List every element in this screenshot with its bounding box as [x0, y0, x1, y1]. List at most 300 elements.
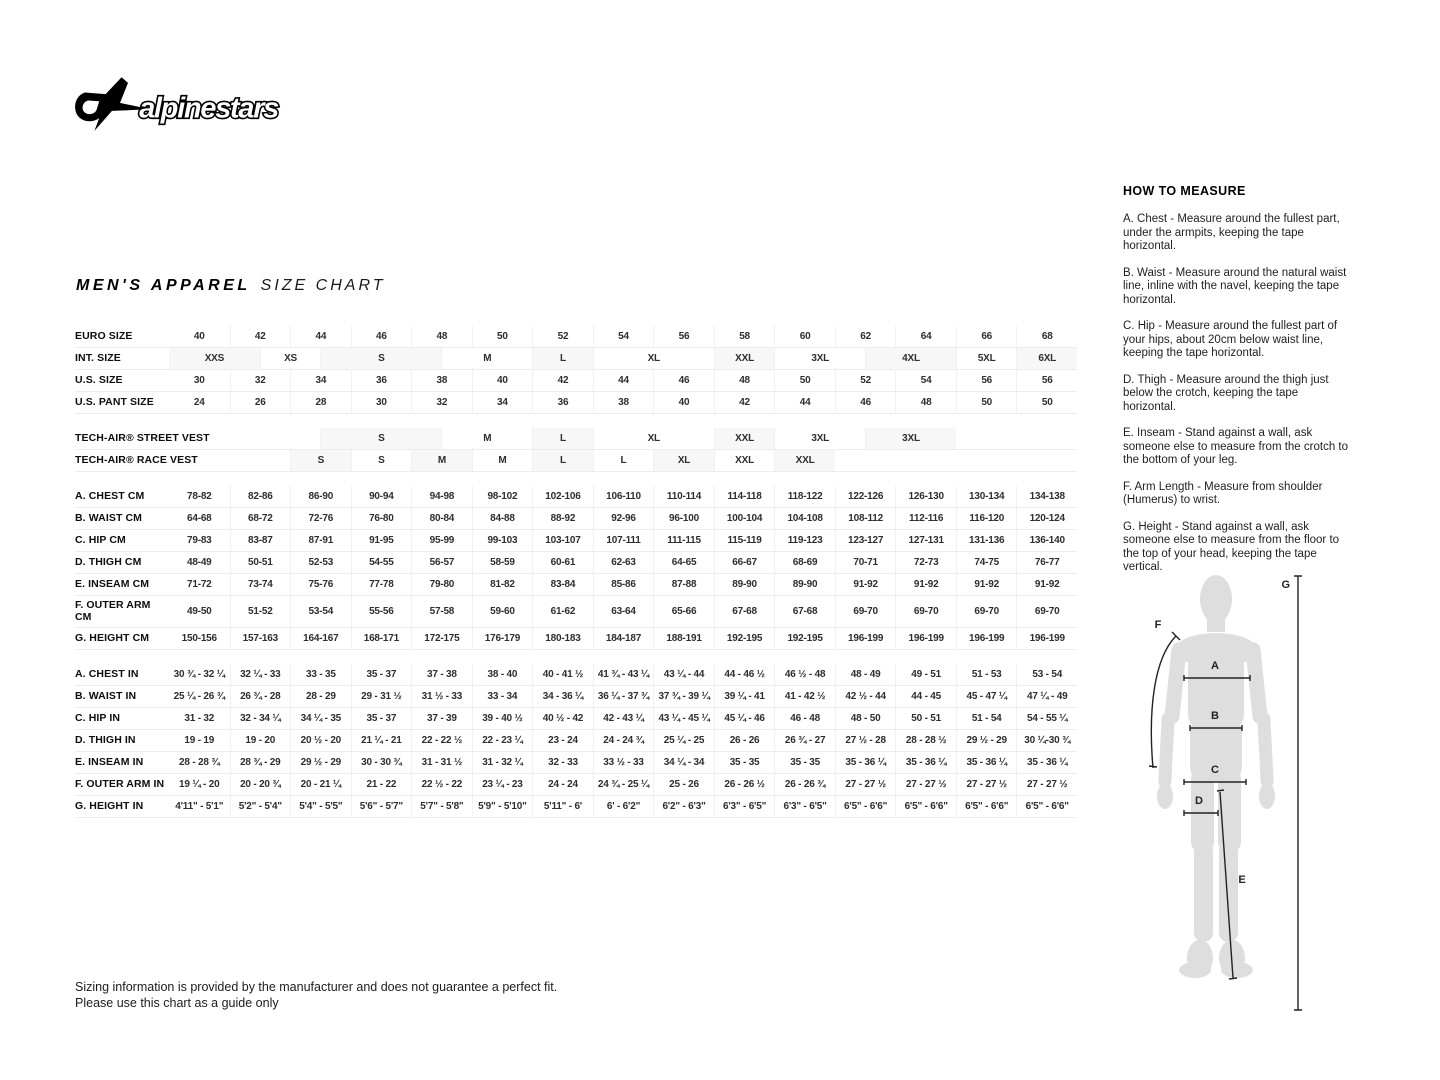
table-cell: 52-53	[290, 552, 351, 573]
table-cell: 126-130	[895, 486, 956, 507]
table-cell: 78-82	[186, 491, 212, 502]
table-cell: 86-90	[290, 486, 351, 507]
table-cell: 56	[1016, 370, 1077, 391]
table-cell: 20 ½ - 20	[290, 730, 351, 751]
table-cell: 30 - 30 ¾	[351, 752, 412, 773]
table-group-cm	[75, 486, 1077, 650]
table-cell: 26	[230, 392, 291, 413]
table-cell: 98-102	[472, 486, 533, 507]
table-cell: 49 - 51	[895, 664, 956, 685]
table-row	[75, 596, 1077, 628]
row-cells	[169, 774, 1077, 795]
table-cell: 63-64	[593, 596, 654, 627]
table-cell: 43 ¼ - 44	[653, 664, 714, 685]
table-cell: 85-86	[593, 574, 654, 595]
table-row	[75, 574, 1077, 596]
table-row	[75, 708, 1077, 730]
table-cell: 67-68	[714, 596, 775, 627]
table-cell: 83-84	[532, 574, 593, 595]
table-cell: 40	[653, 392, 714, 413]
table-cell: 164-167	[290, 628, 351, 649]
figure-label-b: B	[1211, 710, 1219, 722]
table-cell: 92-96	[593, 508, 654, 529]
table-cell: XL	[593, 428, 714, 449]
table-cell: 31 - 31 ½	[411, 752, 472, 773]
table-cell: 94-98	[411, 486, 472, 507]
table-cell: 42 - 43 ¼	[593, 708, 654, 729]
table-row	[75, 508, 1077, 530]
table-cell: 20 - 20 ¾	[230, 774, 291, 795]
table-cell: 196-199	[956, 628, 1017, 649]
table-cell: M	[441, 348, 532, 369]
table-cell: 82-86	[230, 486, 291, 507]
table-cell: 91-92	[895, 574, 956, 595]
figure-label-d: D	[1195, 795, 1203, 807]
table-cell: 29 ½ - 29	[956, 730, 1017, 751]
row-label: U.S. SIZE	[75, 373, 123, 386]
table-cell: 50	[472, 326, 533, 347]
table-cell: 196-199	[835, 628, 896, 649]
table-cell: 51 - 53	[956, 664, 1017, 685]
table-cell: 48 - 50	[835, 708, 896, 729]
table-cell: 35 - 36 ¼	[1016, 752, 1077, 773]
table-cell: 29 - 31 ½	[351, 686, 412, 707]
table-cell: 83-87	[230, 530, 291, 551]
table-cell: 42	[532, 370, 593, 391]
page-title	[76, 277, 385, 295]
table-cell: 62	[835, 326, 896, 347]
table-cell: 71-72	[186, 579, 212, 590]
table-cell: L	[532, 450, 593, 471]
table-cell: 72-73	[895, 552, 956, 573]
table-cell: 66-67	[714, 552, 775, 573]
table-cell: 28 - 28 ½	[895, 730, 956, 751]
row-cells	[169, 628, 1077, 649]
table-cell: 23 ¼ - 23	[472, 774, 533, 795]
table-cell: 3XL	[774, 428, 865, 449]
table-cell: 5'2" - 5'4"	[230, 796, 291, 817]
table-cell: 34 - 36 ¼	[532, 686, 593, 707]
row-cells	[169, 552, 1077, 573]
table-cell: 27 - 27 ½	[895, 774, 956, 795]
table-cell: 44	[774, 392, 835, 413]
table-cell: 119-123	[774, 530, 835, 551]
table-cell: 76-77	[1016, 552, 1077, 573]
table-cell: 35 - 35	[774, 752, 835, 773]
table-cell: 56	[653, 326, 714, 347]
table-cell: 49-50	[186, 606, 212, 617]
footer-line-1: Sizing information is provided by the manufacturer and does not guarantee a perfect fit.	[75, 980, 558, 994]
table-cell: 57-58	[411, 596, 472, 627]
table-cell: 50-51	[230, 552, 291, 573]
table-cell: 42	[714, 392, 775, 413]
logo-wordmark: alpinestars	[139, 92, 279, 125]
table-cell: 27 - 27 ½	[956, 774, 1017, 795]
table-cell: 6'5" - 6'6"	[956, 796, 1017, 817]
measure-instruction-arm: F. Arm Length - Measure from shoulder (Humerus) to wrist.	[1123, 480, 1323, 506]
table-cell: 102-106	[532, 486, 593, 507]
table-cell: XXL	[714, 428, 775, 449]
row-label: TECH-AIR® RACE VEST	[75, 453, 198, 466]
body-measurement-figure	[1138, 570, 1316, 1022]
measure-instruction-chest: A. Chest - Measure around the fullest part, under the armpits, keeping the tape horizontal.	[1123, 213, 1340, 252]
how-to-measure-panel	[1123, 184, 1351, 588]
table-cell: 6' - 6'2"	[593, 796, 654, 817]
row-cells	[169, 686, 1077, 707]
table-cell: 6'3" - 6'5"	[774, 796, 835, 817]
table-cell: 32	[411, 392, 472, 413]
table-cell: 5XL	[956, 348, 1017, 369]
table-cell: 48	[411, 326, 472, 347]
table-cell: 19 - 19	[184, 735, 215, 746]
row-cells	[169, 370, 1077, 391]
table-cell: 134-138	[1016, 486, 1077, 507]
table-cell: 29 ½ - 29	[290, 752, 351, 773]
table-cell: 54-55	[351, 552, 412, 573]
table-cell: 42 ½ - 44	[835, 686, 896, 707]
table-cell: 31 - 32 ¼	[472, 752, 533, 773]
table-cell: 58-59	[472, 552, 533, 573]
table-row	[75, 664, 1077, 686]
table-cell: S	[290, 450, 351, 471]
table-cell: 21 ¼ - 21	[351, 730, 412, 751]
table-cell: 52	[532, 326, 593, 347]
table-cell: 120-124	[1016, 508, 1077, 529]
table-cell: 44	[290, 326, 351, 347]
table-cell: 76-80	[351, 508, 412, 529]
table-cell: 6XL	[1016, 348, 1077, 369]
table-cell: 37 ¾ - 39 ¼	[653, 686, 714, 707]
table-cell: 108-112	[835, 508, 896, 529]
table-cell: 37 - 39	[411, 708, 472, 729]
table-cell: 6'2" - 6'3"	[653, 796, 714, 817]
table-cell: 6'3" - 6'5"	[714, 796, 775, 817]
table-cell: 196-199	[1016, 628, 1077, 649]
table-cell: 35 - 37	[351, 664, 412, 685]
table-cell: 28 - 28 ¾	[179, 757, 220, 768]
table-cell: 180-183	[532, 628, 593, 649]
measure-instruction-hip: C. Hip - Measure around the fullest part of your hips, about 20cm below waist line, keeping the tape horizontal.	[1123, 320, 1338, 359]
table-row	[75, 428, 1077, 450]
table-cell: 26 ¾ - 27	[774, 730, 835, 751]
table-group-techair	[75, 428, 1077, 472]
table-row	[75, 774, 1077, 796]
table-cell: XL	[593, 348, 714, 369]
table-cell: 111-115	[653, 530, 714, 551]
table-cell: 33 ½ - 33	[593, 752, 654, 773]
table-cell: 3XL	[774, 348, 865, 369]
table-cell: 54	[593, 326, 654, 347]
row-cells	[169, 752, 1077, 773]
row-label: D. THIGH IN	[75, 733, 136, 746]
table-cell: 32	[230, 370, 291, 391]
table-cell: 188-191	[653, 628, 714, 649]
table-cell: 56-57	[411, 552, 472, 573]
table-cell: 106-110	[593, 486, 654, 507]
table-cell: 64	[895, 326, 956, 347]
table-row	[75, 686, 1077, 708]
table-cell: 68-69	[774, 552, 835, 573]
row-cells	[169, 596, 1077, 627]
table-cell: 39 ¼ - 41	[714, 686, 775, 707]
table-cell: 115-119	[714, 530, 775, 551]
table-cell: 40 - 41 ½	[532, 664, 593, 685]
row-cells	[169, 450, 1077, 471]
table-cell: 99-103	[472, 530, 533, 551]
table-cell: 64-68	[186, 513, 212, 524]
table-cell: 69-70	[835, 596, 896, 627]
table-cell: 79-80	[411, 574, 472, 595]
table-cell: 112-116	[895, 508, 956, 529]
table-cell: 127-131	[895, 530, 956, 551]
table-cell: 24 - 24	[532, 774, 593, 795]
row-cells	[169, 708, 1077, 729]
row-label: A. CHEST IN	[75, 667, 139, 680]
table-cell: 40	[193, 331, 205, 342]
table-cell: 74-75	[956, 552, 1017, 573]
table-cell: 26 ¾ - 28	[230, 686, 291, 707]
table-cell: 172-175	[411, 628, 472, 649]
table-cell: 90-94	[351, 486, 412, 507]
size-table	[75, 326, 1077, 832]
row-label: D. THIGH CM	[75, 555, 142, 568]
table-cell: 48 - 49	[835, 664, 896, 685]
table-cell: 55-56	[351, 596, 412, 627]
table-cell: 88-92	[532, 508, 593, 529]
table-cell: 48	[895, 392, 956, 413]
measure-instruction-waist: B. Waist - Measure around the natural waist line, inline with the navel, keeping the tape horizontal.	[1123, 266, 1347, 306]
table-cell: 157-163	[230, 628, 291, 649]
table-cell: 38	[411, 370, 472, 391]
table-cell: 23 - 24	[532, 730, 593, 751]
table-cell: 75-76	[290, 574, 351, 595]
table-cell: 104-108	[774, 508, 835, 529]
table-cell-empty	[835, 450, 1077, 471]
table-cell: 46	[653, 370, 714, 391]
table-cell: 123-127	[835, 530, 896, 551]
table-cell: 25 ¼ - 26 ¾	[173, 691, 225, 702]
table-cell: 35 - 35	[714, 752, 775, 773]
table-cell: 150-156	[181, 633, 217, 644]
row-label: INT. SIZE	[75, 351, 121, 364]
table-group-sizes	[75, 326, 1077, 414]
table-cell: 34	[472, 392, 533, 413]
table-cell: 46 ½ - 48	[774, 664, 835, 685]
table-cell: 35 - 36 ¼	[895, 752, 956, 773]
table-cell: 31 ½ - 33	[411, 686, 472, 707]
table-cell: 19 ¼ - 20	[179, 779, 220, 790]
table-row	[75, 450, 1077, 472]
table-cell: 52	[835, 370, 896, 391]
table-cell: 184-187	[593, 628, 654, 649]
table-cell: S	[320, 348, 441, 369]
table-cell: 196-199	[895, 628, 956, 649]
table-cell: 81-82	[472, 574, 533, 595]
table-cell: 91-92	[1016, 574, 1077, 595]
table-cell: 44 - 46 ½	[714, 664, 775, 685]
table-cell: 80-84	[411, 508, 472, 529]
table-cell: 136-140	[1016, 530, 1077, 551]
table-cell: 176-179	[472, 628, 533, 649]
table-cell: XXL	[714, 450, 775, 471]
table-cell: 5'7" - 5'8"	[411, 796, 472, 817]
table-cell: 54 - 55 ¼	[1016, 708, 1077, 729]
row-label: G. HEIGHT CM	[75, 631, 150, 644]
table-cell: 33 - 34	[472, 686, 533, 707]
row-label: TECH-AIR® STREET VEST	[75, 431, 210, 444]
table-cell: 54	[895, 370, 956, 391]
row-cells	[169, 530, 1077, 551]
table-cell: 4'11" - 5'1"	[175, 801, 224, 812]
table-cell: 50	[1016, 392, 1077, 413]
table-cell: 47 ¼ - 49	[1016, 686, 1077, 707]
table-cell: 36 ¼ - 37 ¾	[593, 686, 654, 707]
table-cell: 26 - 26 ¾	[774, 774, 835, 795]
table-row	[75, 370, 1077, 392]
table-cell: 51-52	[230, 596, 291, 627]
table-cell: 73-74	[230, 574, 291, 595]
table-cell: 58	[714, 326, 775, 347]
table-cell: 59-60	[472, 596, 533, 627]
table-cell: 44 - 45	[895, 686, 956, 707]
table-cell: 103-107	[532, 530, 593, 551]
table-cell-empty	[956, 428, 1077, 449]
table-cell: 28	[290, 392, 351, 413]
table-cell: 26 - 26	[714, 730, 775, 751]
table-cell: 116-120	[956, 508, 1017, 529]
table-cell: 40	[472, 370, 533, 391]
table-cell: 32 - 33	[532, 752, 593, 773]
table-cell: 61-62	[532, 596, 593, 627]
table-cell: 40 ½ - 42	[532, 708, 593, 729]
table-cell: 51 - 54	[956, 708, 1017, 729]
table-cell: 100-104	[714, 508, 775, 529]
table-cell: 28 ¾ - 29	[230, 752, 291, 773]
table-cell: 110-114	[653, 486, 714, 507]
table-cell: 91-95	[351, 530, 412, 551]
table-cell: 25 - 26	[653, 774, 714, 795]
table-cell: 30 ¾ - 32 ¼	[173, 669, 225, 680]
table-cell: 89-90	[714, 574, 775, 595]
table-cell: XXL	[714, 348, 775, 369]
table-cell: 43 ¼ - 45 ¼	[653, 708, 714, 729]
table-cell: 35 - 37	[351, 708, 412, 729]
table-cell: 69-70	[956, 596, 1017, 627]
table-cell: 41 ¾ - 43 ¼	[593, 664, 654, 685]
table-cell: 44	[593, 370, 654, 391]
table-cell: 192-195	[714, 628, 775, 649]
row-cells	[169, 348, 1077, 369]
table-cell: 53 - 54	[1016, 664, 1077, 685]
table-row	[75, 796, 1077, 818]
table-cell: 70-71	[835, 552, 896, 573]
row-cells	[169, 428, 1077, 449]
table-cell: 48	[714, 370, 775, 391]
table-cell: 64-65	[653, 552, 714, 573]
table-cell: 72-76	[290, 508, 351, 529]
row-label: C. HIP IN	[75, 711, 121, 724]
page-title-primary: MEN'S APPAREL	[76, 277, 251, 294]
table-cell: 77-78	[351, 574, 412, 595]
table-cell: XS	[260, 348, 321, 369]
table-cell: 36	[532, 392, 593, 413]
row-label: E. INSEAM CM	[75, 577, 150, 590]
measure-instruction-thigh: D. Thigh - Measure around the thigh just below the crotch, keeping the tape horizontal.	[1123, 373, 1329, 413]
table-cell: 27 - 27 ½	[835, 774, 896, 795]
how-to-measure-heading: HOW TO MEASURE	[1123, 184, 1246, 198]
row-label: G. HEIGHT IN	[75, 799, 144, 812]
table-cell: 5'6" - 5'7"	[351, 796, 412, 817]
table-cell: 38 - 40	[472, 664, 533, 685]
table-cell: 28 - 29	[290, 686, 351, 707]
row-label: E. INSEAM IN	[75, 755, 144, 768]
table-cell: 5'9" - 5'10"	[472, 796, 533, 817]
table-cell: 32 - 34 ¼	[230, 708, 291, 729]
table-row	[75, 392, 1077, 414]
table-cell: 26 - 26 ½	[714, 774, 775, 795]
table-cell: 34 ¼ - 34	[653, 752, 714, 773]
table-cell: 68-72	[230, 508, 291, 529]
row-cells	[169, 486, 1077, 507]
table-cell: 91-92	[835, 574, 896, 595]
table-cell: 33 - 35	[290, 664, 351, 685]
table-cell: 91-92	[956, 574, 1017, 595]
table-row	[75, 348, 1077, 370]
table-cell: 36	[351, 370, 412, 391]
table-cell: 50	[774, 370, 835, 391]
table-cell: 30	[193, 375, 205, 386]
table-row	[75, 486, 1077, 508]
table-cell: 46	[835, 392, 896, 413]
table-row	[75, 628, 1077, 650]
table-cell: 35 - 36 ¼	[956, 752, 1017, 773]
table-cell: 5'4" - 5'5"	[290, 796, 351, 817]
table-cell: 5'11" - 6'	[532, 796, 593, 817]
table-cell: L	[532, 348, 593, 369]
row-label: C. HIP CM	[75, 533, 126, 546]
table-cell: 46	[351, 326, 412, 347]
row-cells	[169, 392, 1077, 413]
table-cell: 87-88	[653, 574, 714, 595]
table-cell: 114-118	[714, 486, 775, 507]
table-cell: 41 - 42 ½	[774, 686, 835, 707]
table-cell: 68	[1016, 326, 1077, 347]
table-cell: 38	[593, 392, 654, 413]
table-cell: 22 - 23 ¼	[472, 730, 533, 751]
table-cell: 24 - 24 ¾	[593, 730, 654, 751]
table-cell: 89-90	[774, 574, 835, 595]
footer-disclaimer	[75, 980, 557, 1011]
figure-label-g: G	[1281, 579, 1290, 591]
table-cell: M	[441, 428, 532, 449]
table-cell: 22 ½ - 22	[411, 774, 472, 795]
table-cell: 25 ¼ - 25	[653, 730, 714, 751]
table-cell: 53-54	[290, 596, 351, 627]
figure-label-f: F	[1154, 619, 1162, 631]
row-cells	[169, 574, 1077, 595]
table-cell: 24 ¾ - 25 ¼	[593, 774, 654, 795]
table-cell: XL	[653, 450, 714, 471]
table-group-in	[75, 664, 1077, 818]
table-cell: 6'5" - 6'6"	[895, 796, 956, 817]
table-cell: 65-66	[653, 596, 714, 627]
table-cell: M	[472, 450, 533, 471]
row-cells	[169, 326, 1077, 347]
table-cell: 130-134	[956, 486, 1017, 507]
table-cell: 42	[230, 326, 291, 347]
table-cell: 39 - 40 ½	[472, 708, 533, 729]
table-cell: S	[351, 450, 412, 471]
